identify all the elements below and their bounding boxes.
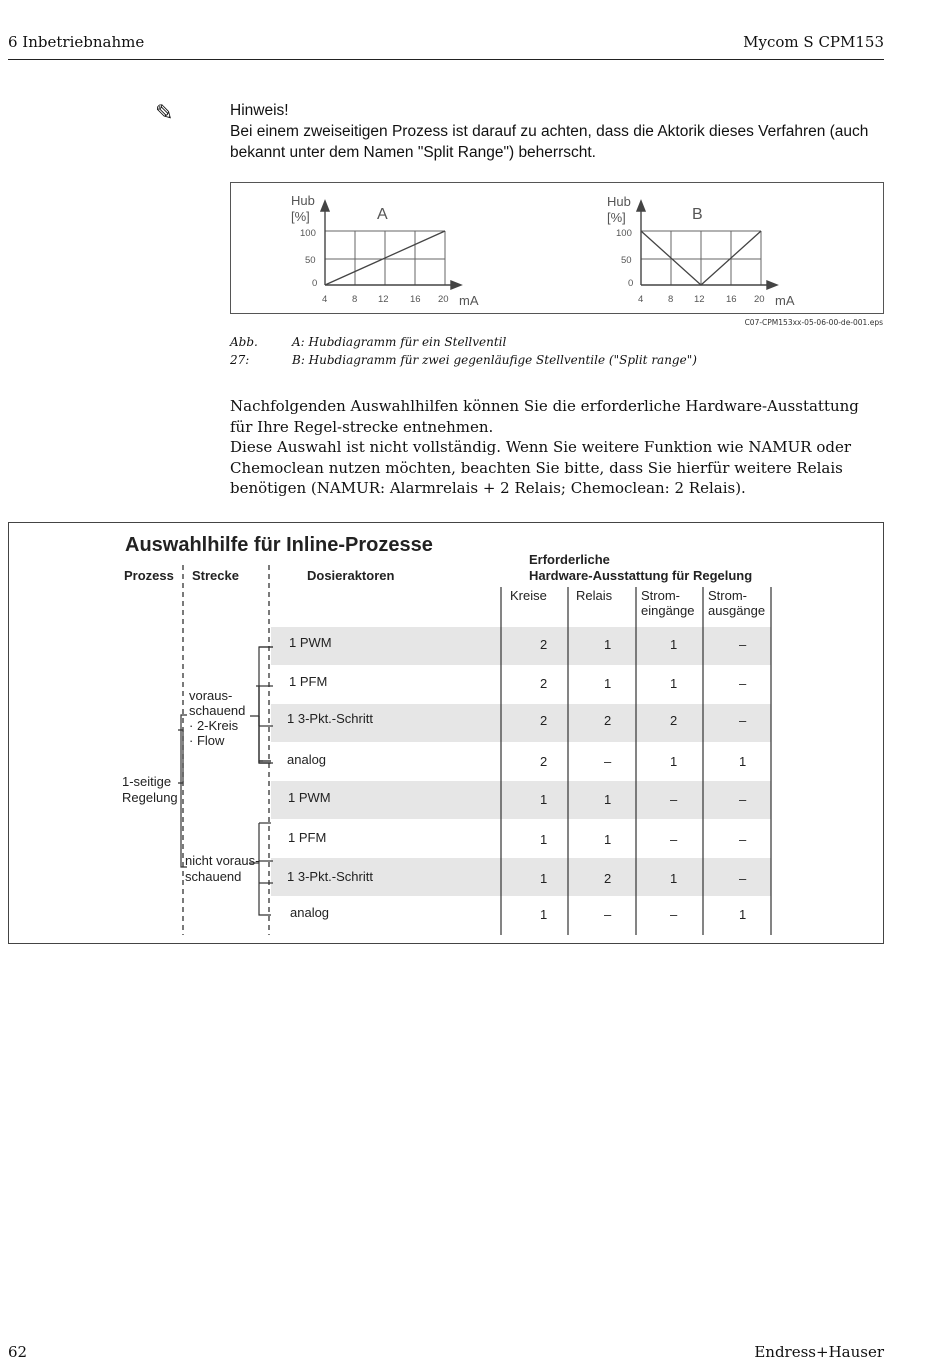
diagram-a-ylabel-2: [%] bbox=[291, 209, 310, 224]
row-aus: 1 bbox=[739, 754, 747, 769]
prozess-label-line-1: 1-seitige bbox=[122, 774, 172, 789]
row-ein: 2 bbox=[670, 713, 678, 728]
row-shading bbox=[271, 627, 771, 896]
diagram-a-xtick: 20 bbox=[438, 294, 449, 305]
hw-title-line-1: Erforderliche bbox=[529, 552, 610, 567]
caption-a: A: Hubdiagramm für ein Stellventil bbox=[292, 335, 507, 349]
hub-diagrams-svg bbox=[231, 183, 883, 313]
strecke-a-line-2: schauend bbox=[189, 703, 246, 718]
row-ein: 1 bbox=[670, 754, 678, 769]
diagram-b-ytick: 50 bbox=[621, 255, 632, 266]
row-relais: – bbox=[604, 907, 612, 922]
body-paragraph bbox=[230, 396, 885, 499]
strecke-b-line-2: schauend bbox=[185, 869, 242, 884]
col-header-strom-aus-1: Strom- bbox=[708, 588, 747, 603]
page-number: 62 bbox=[8, 1343, 28, 1361]
diagram-a-xtick: 8 bbox=[352, 294, 358, 305]
row-relais: 1 bbox=[604, 832, 612, 847]
col-header-kreise: Kreise bbox=[510, 588, 547, 603]
diagram-b-xtick: 20 bbox=[754, 294, 765, 305]
row-relais: – bbox=[604, 754, 612, 769]
col-header-strecke: Strecke bbox=[192, 568, 239, 583]
selection-table-svg bbox=[9, 523, 883, 943]
row-kreise: 2 bbox=[540, 676, 548, 691]
diagram-a-xtick: 16 bbox=[410, 294, 421, 305]
caption-label: Abb. 27: bbox=[230, 335, 258, 367]
strecke-a-line-3: · 2-Kreis bbox=[189, 718, 239, 733]
diagram-b-xunit: mA bbox=[775, 293, 795, 308]
document-title: Mycom S CPM153 bbox=[743, 33, 884, 51]
row-relais: 2 bbox=[604, 713, 612, 728]
row-kreise: 1 bbox=[540, 907, 548, 922]
row-aktor: 1 3-Pkt.-Schritt bbox=[287, 869, 373, 884]
row-ein: – bbox=[670, 792, 678, 807]
hw-title-line-2: Hardware-Ausstattung für Regelung bbox=[529, 568, 753, 583]
row-aktor: 1 PWM bbox=[289, 635, 332, 650]
diagram-a-axes bbox=[321, 201, 461, 289]
hub-diagram-figure bbox=[230, 182, 884, 314]
diagram-b-ylabel-1: Hub bbox=[607, 194, 631, 209]
row-relais: 1 bbox=[604, 637, 612, 652]
diagram-b-ylabel-2: [%] bbox=[607, 210, 626, 225]
row-aus: – bbox=[739, 792, 747, 807]
col-header-strom-ein-1: Strom- bbox=[641, 588, 680, 603]
strecke-a-line-4: · Flow bbox=[189, 733, 225, 748]
row-kreise: 2 bbox=[540, 713, 548, 728]
diagram-a-ytick: 100 bbox=[300, 228, 316, 239]
col-header-prozess: Prozess bbox=[124, 568, 174, 583]
header-rule bbox=[8, 59, 884, 60]
row-aktor: 1 PFM bbox=[289, 674, 328, 689]
diagram-b-ytick: 100 bbox=[616, 228, 632, 239]
brand-name: Endress+Hauser bbox=[754, 1343, 884, 1361]
row-aus: – bbox=[739, 713, 747, 728]
diagram-b-xtick: 12 bbox=[694, 294, 705, 305]
table-title: Auswahlhilfe für Inline-Prozesse bbox=[125, 534, 433, 556]
diagram-b-grid bbox=[641, 231, 761, 285]
row-aktor: 1 PFM bbox=[288, 830, 327, 845]
paragraph-line-1: Nachfolgenden Auswahlhilfen können Sie die erforderliche Hardware-Ausstattung für Ihre Regel-strecke entnehmen. bbox=[230, 397, 859, 436]
row-aus: – bbox=[739, 832, 747, 847]
row-aus: – bbox=[739, 676, 747, 691]
row-ein: 1 bbox=[670, 676, 678, 691]
col-header-dosieraktoren: Dosieraktoren bbox=[307, 568, 395, 583]
row-relais: 1 bbox=[604, 792, 612, 807]
diagram-b-axes bbox=[637, 201, 777, 289]
diagram-a-ytick: 50 bbox=[305, 255, 316, 266]
diagram-b-xtick: 8 bbox=[668, 294, 674, 305]
diagram-a-ytick: 0 bbox=[312, 278, 318, 289]
prozess-label-line-2: Regelung bbox=[122, 790, 178, 805]
diagram-a-xunit: mA bbox=[459, 293, 479, 308]
col-header-strom-aus-2: ausgänge bbox=[708, 603, 766, 618]
chapter-title: 6 Inbetriebnahme bbox=[8, 33, 145, 51]
diagram-b-letter: B bbox=[692, 206, 703, 223]
note-block bbox=[230, 100, 870, 163]
row-aktor: analog bbox=[287, 752, 327, 767]
diagram-b-ytick: 0 bbox=[628, 278, 634, 289]
strecke-a-line-1: voraus- bbox=[189, 688, 233, 703]
caption-b: B: Hubdiagramm für zwei gegenläufige Stellventile ("Split range") bbox=[292, 353, 697, 367]
diagram-b-xtick: 4 bbox=[638, 294, 644, 305]
row-aus: – bbox=[739, 637, 747, 652]
figure-file-id: C07-CPM153xx-05-06-00-de-001.eps bbox=[744, 318, 883, 327]
selection-table bbox=[8, 522, 884, 944]
row-aus: – bbox=[739, 871, 747, 886]
diagram-a-ylabel-1: Hub bbox=[291, 193, 315, 208]
row-kreise: 2 bbox=[540, 754, 548, 769]
row-kreise: 2 bbox=[540, 637, 548, 652]
row-aus: 1 bbox=[739, 907, 747, 922]
row-relais: 2 bbox=[604, 871, 612, 886]
note-title: Hinweis! bbox=[230, 102, 289, 119]
row-kreise: 1 bbox=[540, 871, 548, 886]
row-aktor: 1 PWM bbox=[288, 790, 331, 805]
row-aktor: analog bbox=[290, 905, 330, 920]
strecke-b-line-1: nicht voraus- bbox=[185, 853, 260, 868]
row-ein: – bbox=[670, 832, 678, 847]
pencil-icon: ✎ bbox=[155, 101, 174, 126]
row-ein: 1 bbox=[670, 637, 678, 652]
row-kreise: 1 bbox=[540, 832, 548, 847]
row-aktor: 1 3-Pkt.-Schritt bbox=[287, 711, 373, 726]
row-relais: 1 bbox=[604, 676, 612, 691]
diagram-b-xtick: 16 bbox=[726, 294, 737, 305]
col-header-relais: Relais bbox=[576, 588, 613, 603]
row-ein: 1 bbox=[670, 871, 678, 886]
row-ein: – bbox=[670, 907, 678, 922]
note-text: Bei einem zweiseitigen Prozess ist darauf zu achten, dass die Aktorik dieses Verfahren (auch bekannt unter dem Namen "Split Range") beherrscht. bbox=[230, 123, 869, 161]
diagram-a-xtick: 12 bbox=[378, 294, 389, 305]
col-header-strom-ein-2: eingänge bbox=[641, 603, 695, 618]
diagram-a-xtick: 4 bbox=[322, 294, 328, 305]
diagram-a-letter: A bbox=[377, 206, 388, 223]
row-kreise: 1 bbox=[540, 792, 548, 807]
paragraph-line-2: Diese Auswahl ist nicht vollständig. Wenn Sie weitere Funktion wie NAMUR oder Chemoclean nutzen möchten, beachten Sie bitte, dass Sie hierfür weitere Relais benötigen (NAMUR: Alarmrelais + 2 Relais; Chemoclean: 2 Relais). bbox=[230, 438, 852, 497]
